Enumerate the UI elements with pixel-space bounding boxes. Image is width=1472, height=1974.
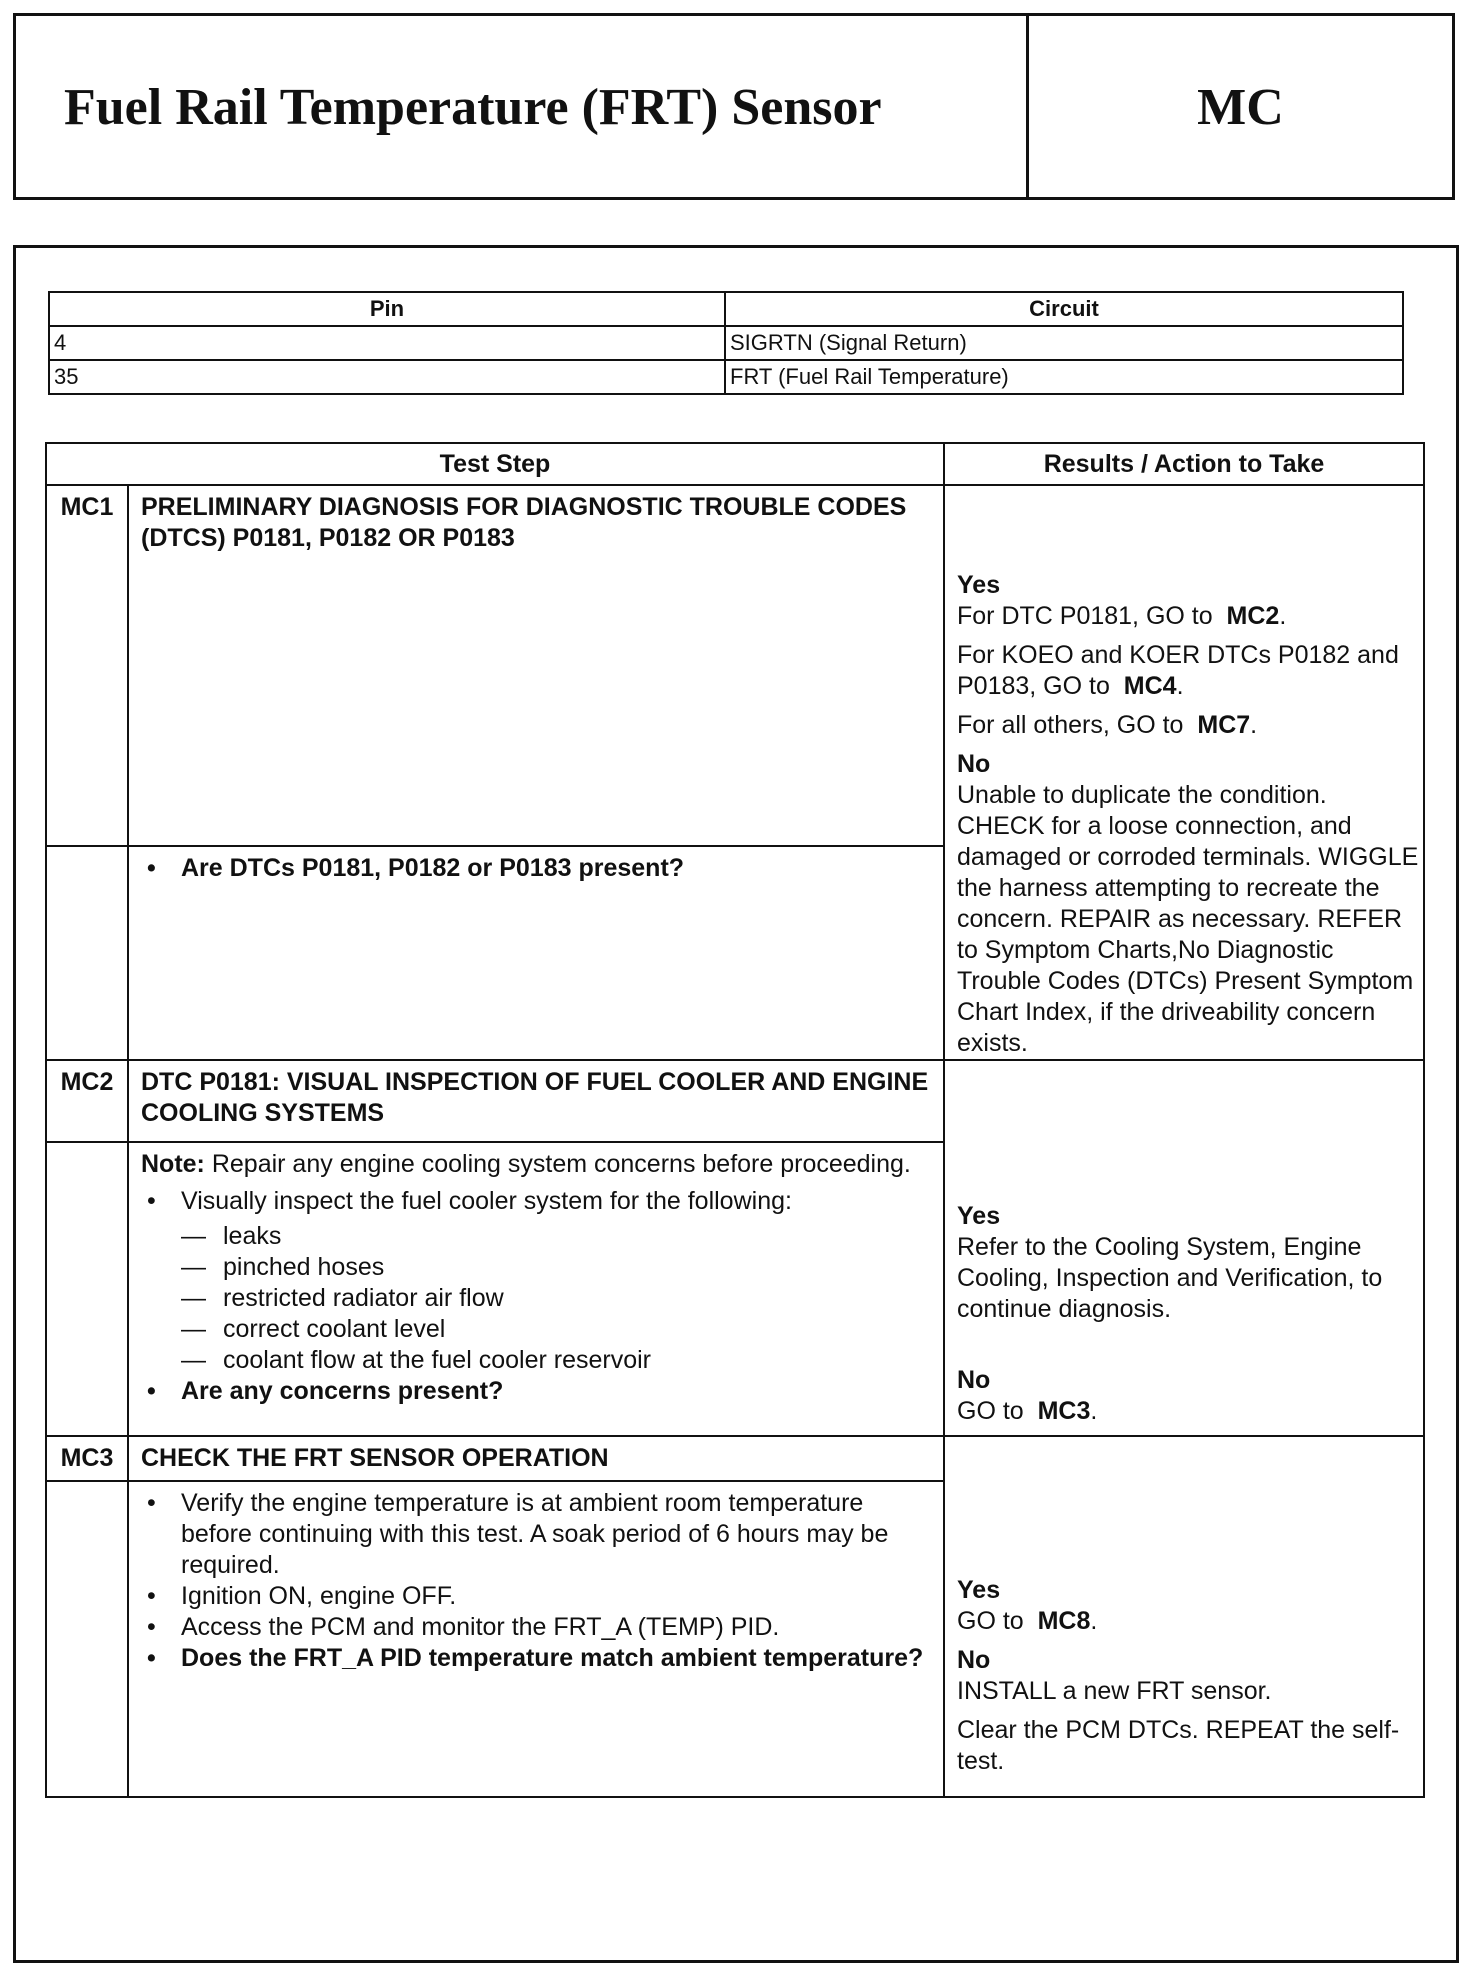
step-question: • Does the FRT_A PID temperature match ambient temperature? — [141, 1643, 931, 1674]
step-id-empty — [46, 1481, 128, 1797]
step-results — [944, 1436, 1424, 1797]
table-header-row — [46, 443, 1424, 485]
result-text: For DTC P0181, GO to — [957, 602, 1213, 630]
step-title-row — [46, 485, 1424, 846]
pin-cell: 4 — [49, 326, 725, 360]
step-title: PRELIMINARY DIAGNOSIS FOR DIAGNOSTIC TROUBLE CODES (DTCS) P0181, P0182 OR P0183 — [128, 485, 944, 846]
yes-label: Yes — [957, 571, 1001, 599]
step-title: DTC P0181: VISUAL INSPECTION OF FUEL COOLER AND ENGINE COOLING SYSTEMS — [128, 1060, 944, 1142]
step-title-row — [46, 1060, 1424, 1142]
list-item: — coolant flow at the fuel cooler reservoir — [181, 1345, 931, 1376]
step-instruction: • Ignition ON, engine OFF. — [141, 1581, 931, 1612]
result-end: . — [1250, 711, 1258, 739]
result-line — [957, 1396, 1423, 1427]
result-line — [957, 640, 1423, 702]
step-question: • Are DTCs P0181, P0182 or P0183 present? — [141, 853, 931, 884]
table-row — [49, 326, 1403, 360]
instruction-text: Visually inspect the fuel cooler system for the following: — [181, 1187, 792, 1216]
step-question: • Are any concerns present? — [141, 1376, 931, 1407]
no-result-text: INSTALL a new FRT sensor. — [957, 1677, 1272, 1705]
step-results — [944, 1060, 1424, 1436]
step-reference: MC8 — [1037, 1607, 1091, 1635]
inspection-list — [181, 1221, 931, 1376]
step-title-row — [46, 1436, 1424, 1481]
yes-label: Yes — [957, 1576, 1001, 1604]
result-end: . — [1279, 602, 1287, 630]
page-header — [13, 13, 1455, 200]
result-end: . — [1176, 672, 1184, 700]
step-instruction — [141, 1186, 931, 1376]
step-id: MC2 — [46, 1060, 128, 1142]
table-header-row — [49, 292, 1403, 326]
result-end: . — [1090, 1397, 1098, 1425]
result-line — [957, 601, 1423, 632]
table-row — [49, 360, 1403, 394]
step-id: MC1 — [46, 485, 128, 846]
step-body — [128, 846, 944, 1060]
result-line — [957, 1606, 1423, 1637]
yes-label: Yes — [957, 1202, 1001, 1230]
no-label: No — [957, 750, 991, 778]
pin-header: Pin — [49, 292, 725, 326]
step-reference: MC4 — [1123, 672, 1177, 700]
step-instruction: • Verify the engine temperature is at ambient room temperature before continuing with this test. A soak period of 6 hours may be required. — [141, 1488, 931, 1581]
step-bullets — [141, 853, 931, 884]
step-results — [944, 485, 1424, 1060]
note-label: Note: — [141, 1150, 205, 1179]
step-title: CHECK THE FRT SENSOR OPERATION — [128, 1436, 944, 1481]
no-result-text: Clear the PCM DTCs. REPEAT the self-test. — [957, 1716, 1400, 1775]
list-item: — pinched hoses — [181, 1252, 931, 1283]
note-text: Repair any engine cooling system concerns before proceeding. — [211, 1150, 911, 1179]
result-text: For KOEO and KOER DTCs P0182 and P0183, GO to — [957, 641, 1399, 700]
step-instruction: • Access the PCM and monitor the FRT_A (TEMP) PID. — [141, 1612, 931, 1643]
results-header: Results / Action to Take — [944, 443, 1424, 485]
step-reference: MC7 — [1197, 711, 1251, 739]
diagnostic-table — [45, 442, 1425, 1798]
test-step-header: Test Step — [46, 443, 944, 485]
yes-result-text: Refer to the Cooling System, Engine Cooling, Inspection and Verification, to continue diagnosis. — [957, 1233, 1383, 1323]
step-id-empty — [46, 846, 128, 1060]
step-id: MC3 — [46, 1436, 128, 1481]
page-title: Fuel Rail Temperature (FRT) Sensor — [64, 79, 882, 136]
step-id-empty — [46, 1142, 128, 1436]
no-result-text: Unable to duplicate the condition. CHECK for a loose connection, and damaged or corroded terminals. WIGGLE the harness attempting to recreate the concern. REPAIR as necessary. REFER to Symptom Charts,No Diagnostic Trouble Codes (DTCs) Present Symptom Chart Index, if the driveability concern exists. — [957, 781, 1419, 1057]
result-text: GO to — [957, 1607, 1024, 1635]
result-text: GO to — [957, 1397, 1024, 1425]
list-item: — leaks — [181, 1221, 931, 1252]
result-text: For all others, GO to — [957, 711, 1184, 739]
result-end: . — [1090, 1607, 1098, 1635]
list-item: — correct coolant level — [181, 1314, 931, 1345]
circuit-cell: SIGRTN (Signal Return) — [725, 326, 1403, 360]
note — [141, 1149, 931, 1180]
circuit-cell: FRT (Fuel Rail Temperature) — [725, 360, 1403, 394]
step-body — [128, 1142, 944, 1436]
result-line — [957, 710, 1423, 741]
section-code: MC — [1197, 79, 1284, 136]
pin-cell: 35 — [49, 360, 725, 394]
step-body — [128, 1481, 944, 1797]
list-item: — restricted radiator air flow — [181, 1283, 931, 1314]
step-reference: MC2 — [1226, 602, 1280, 630]
step-bullets — [141, 1488, 931, 1674]
no-label: No — [957, 1366, 991, 1394]
no-label: No — [957, 1646, 991, 1674]
step-reference: MC3 — [1037, 1397, 1091, 1425]
circuit-header: Circuit — [725, 292, 1403, 326]
step-bullets — [141, 1186, 931, 1407]
pin-circuit-table — [48, 291, 1404, 395]
